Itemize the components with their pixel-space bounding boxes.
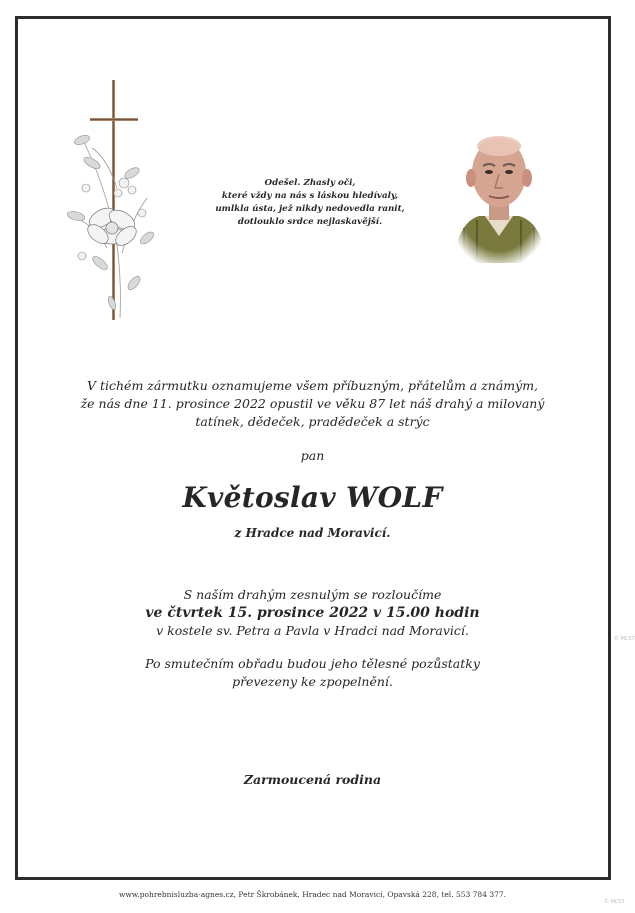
announcement-line: tatínek, dědeček, pradědeček a strýc [195, 414, 430, 429]
cremation-note [40, 655, 585, 691]
verse-line: Odešel. Zhasly oči, [264, 178, 356, 188]
verse-line: umlkla ústa, jež nikdy nedovedla ranit, [215, 204, 405, 214]
ceremony-date: ve čtvrtek 15. prosince 2022 v 15.00 hodin [145, 605, 480, 621]
cremation-line: Po smutečním obřadu budou jeho tělesné pozůstatky [145, 656, 480, 671]
watermark-corner: © MCST [604, 899, 625, 905]
verse-line: které vždy na nás s láskou hledívaly, [221, 191, 399, 201]
memorial-verse [185, 177, 435, 229]
announcement-text [40, 377, 585, 431]
deceased-name: Květoslav WOLF [182, 481, 443, 514]
cross-with-flowers-icon [62, 78, 162, 328]
announcement-line: že nás dne 11. prosince 2022 opustil ve věku 87 let náš drahý a milovaný [80, 396, 545, 411]
signature: Zarmoucená rodina [243, 772, 382, 787]
ceremony-place: v kostele sv. Petra a Pavla v Hradci nad Moravicí. [156, 623, 469, 638]
hometown: z Hradce nad Moravicí. [234, 526, 391, 540]
watermark-side: © MCST [614, 636, 635, 642]
ceremony-intro: S naším drahým zesnulým se rozloučíme [183, 587, 442, 602]
portrait-photo [449, 128, 549, 263]
announcement-line: V tichém zármutku oznamujeme všem příbuzným, přátelům a známým, [86, 378, 539, 393]
verse-line: dotlouklo srdce nejlaskavější. [237, 217, 383, 227]
cremation-line: převezeny ke zpopelnění. [232, 674, 393, 689]
honorific: pan [300, 448, 325, 463]
funeral-service-footer: www.pohrebnisluzba-agnes.cz, Petr Škrobánek, Hradec nad Moravicí, Opavská 228, tel. 553 784 377. [118, 890, 507, 899]
ceremony-info [40, 586, 585, 640]
